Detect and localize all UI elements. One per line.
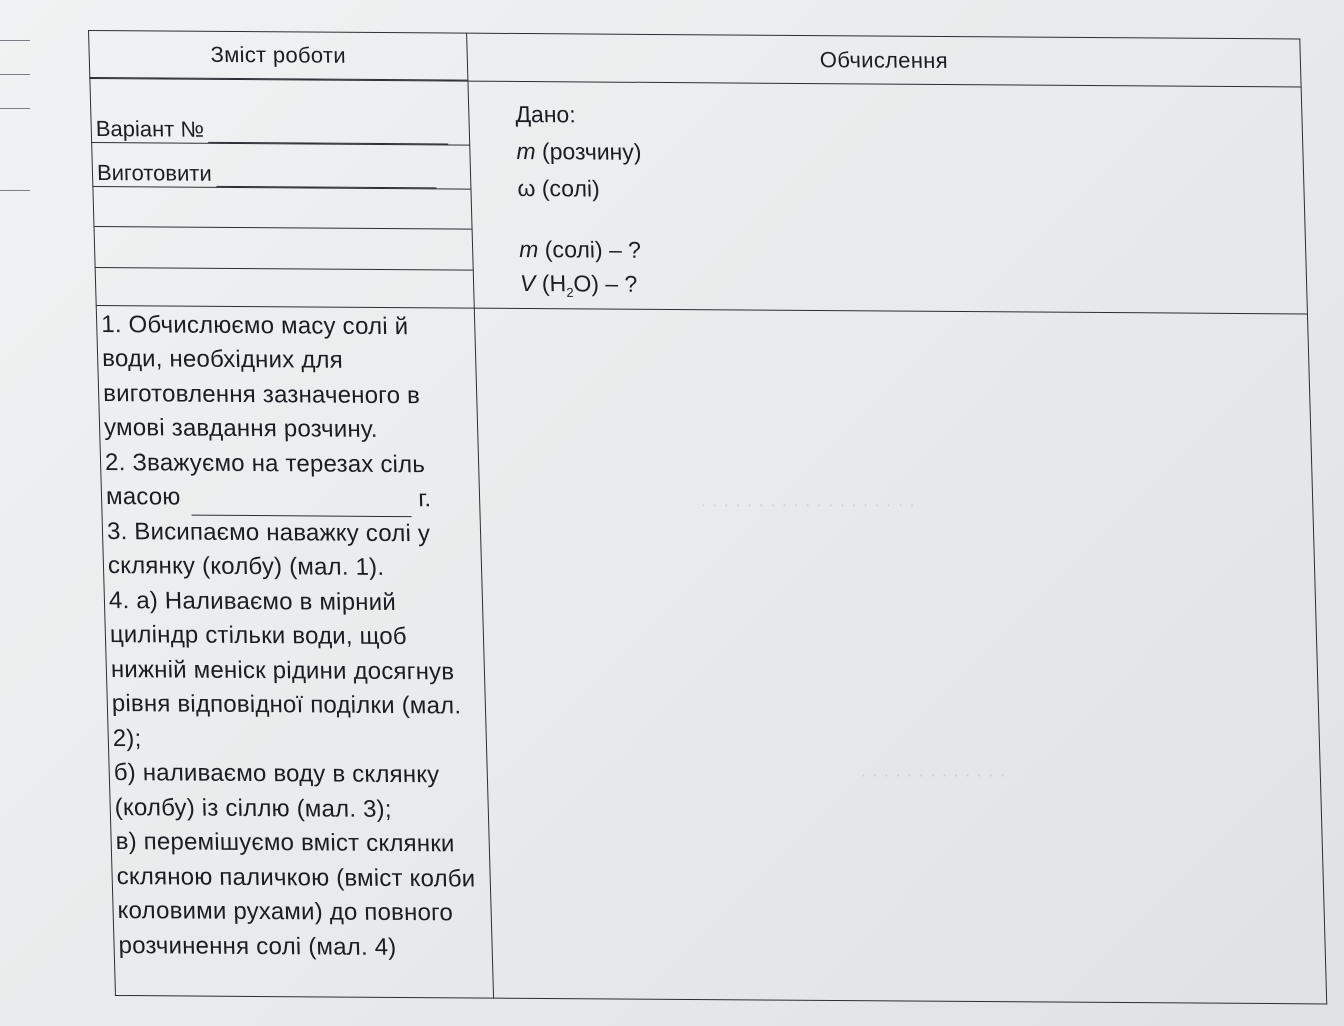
step-4c: в) перемішуємо вміст склянки скляною паличкою (вміст колби коловими рухами) до повного розчинення солі (мал. 4) <box>115 828 476 961</box>
procedure-steps-cell <box>96 305 493 998</box>
find-volume-water: V $(H_2O)$ – ? <box>519 269 638 300</box>
salt-mass-blank[interactable] <box>191 490 412 517</box>
margin-mark <box>0 40 30 41</box>
variant-blank[interactable] <box>208 122 449 145</box>
step-1: 1. Обчислюємо масу солі й води, необхідних для виготовлення зазначеного в умові завдання розчину. <box>100 310 421 444</box>
margin-mark <box>0 190 30 191</box>
variant-label: Варіант № <box>95 116 205 143</box>
given-omega: ω (солі) <box>517 174 601 202</box>
calculation-area-cell[interactable] <box>474 308 1326 1004</box>
blank-line-row[interactable] <box>95 268 474 308</box>
margin-mark <box>0 108 30 109</box>
given-cell <box>468 81 1308 313</box>
step-4a: 4. а) Наливаємо в мірний циліндр стільки води, щоб нижній меніск рідини досягнув рівня відповідної поділки (мал. 2); <box>108 586 462 752</box>
header-content-cell: Зміст роботи <box>89 31 468 81</box>
step-3: 3. Висипаємо наважку солі у склянку (колбу) (мал. 1). <box>106 517 431 582</box>
header-calculation-cell: Обчислення <box>467 33 1302 87</box>
prepare-blank[interactable] <box>215 166 436 189</box>
step-2: 2. Зважуємо на терезах сіль масою г. <box>105 446 474 518</box>
blank-line-row[interactable] <box>94 226 473 270</box>
find-mass-salt: m (солі) – ? <box>518 235 642 263</box>
given-title: Дано: <box>514 100 576 128</box>
variant-row <box>90 79 470 146</box>
prepare-label: Виготовити <box>96 160 213 187</box>
blank-line-row[interactable] <box>93 187 472 229</box>
step-4b: б) наливаємо воду в склянку (колбу) із сіллю (мал. 3); <box>113 759 440 823</box>
given-mass-solution: m (розчину) <box>516 137 642 165</box>
show-through-text: · · · · · · · · · · · · · · · · · · · <box>700 495 916 516</box>
margin-mark <box>0 74 30 75</box>
prepare-row <box>92 143 471 190</box>
worksheet-table <box>88 30 1327 1004</box>
show-through-text: · · · · · · · · · · · · · <box>860 765 1006 786</box>
